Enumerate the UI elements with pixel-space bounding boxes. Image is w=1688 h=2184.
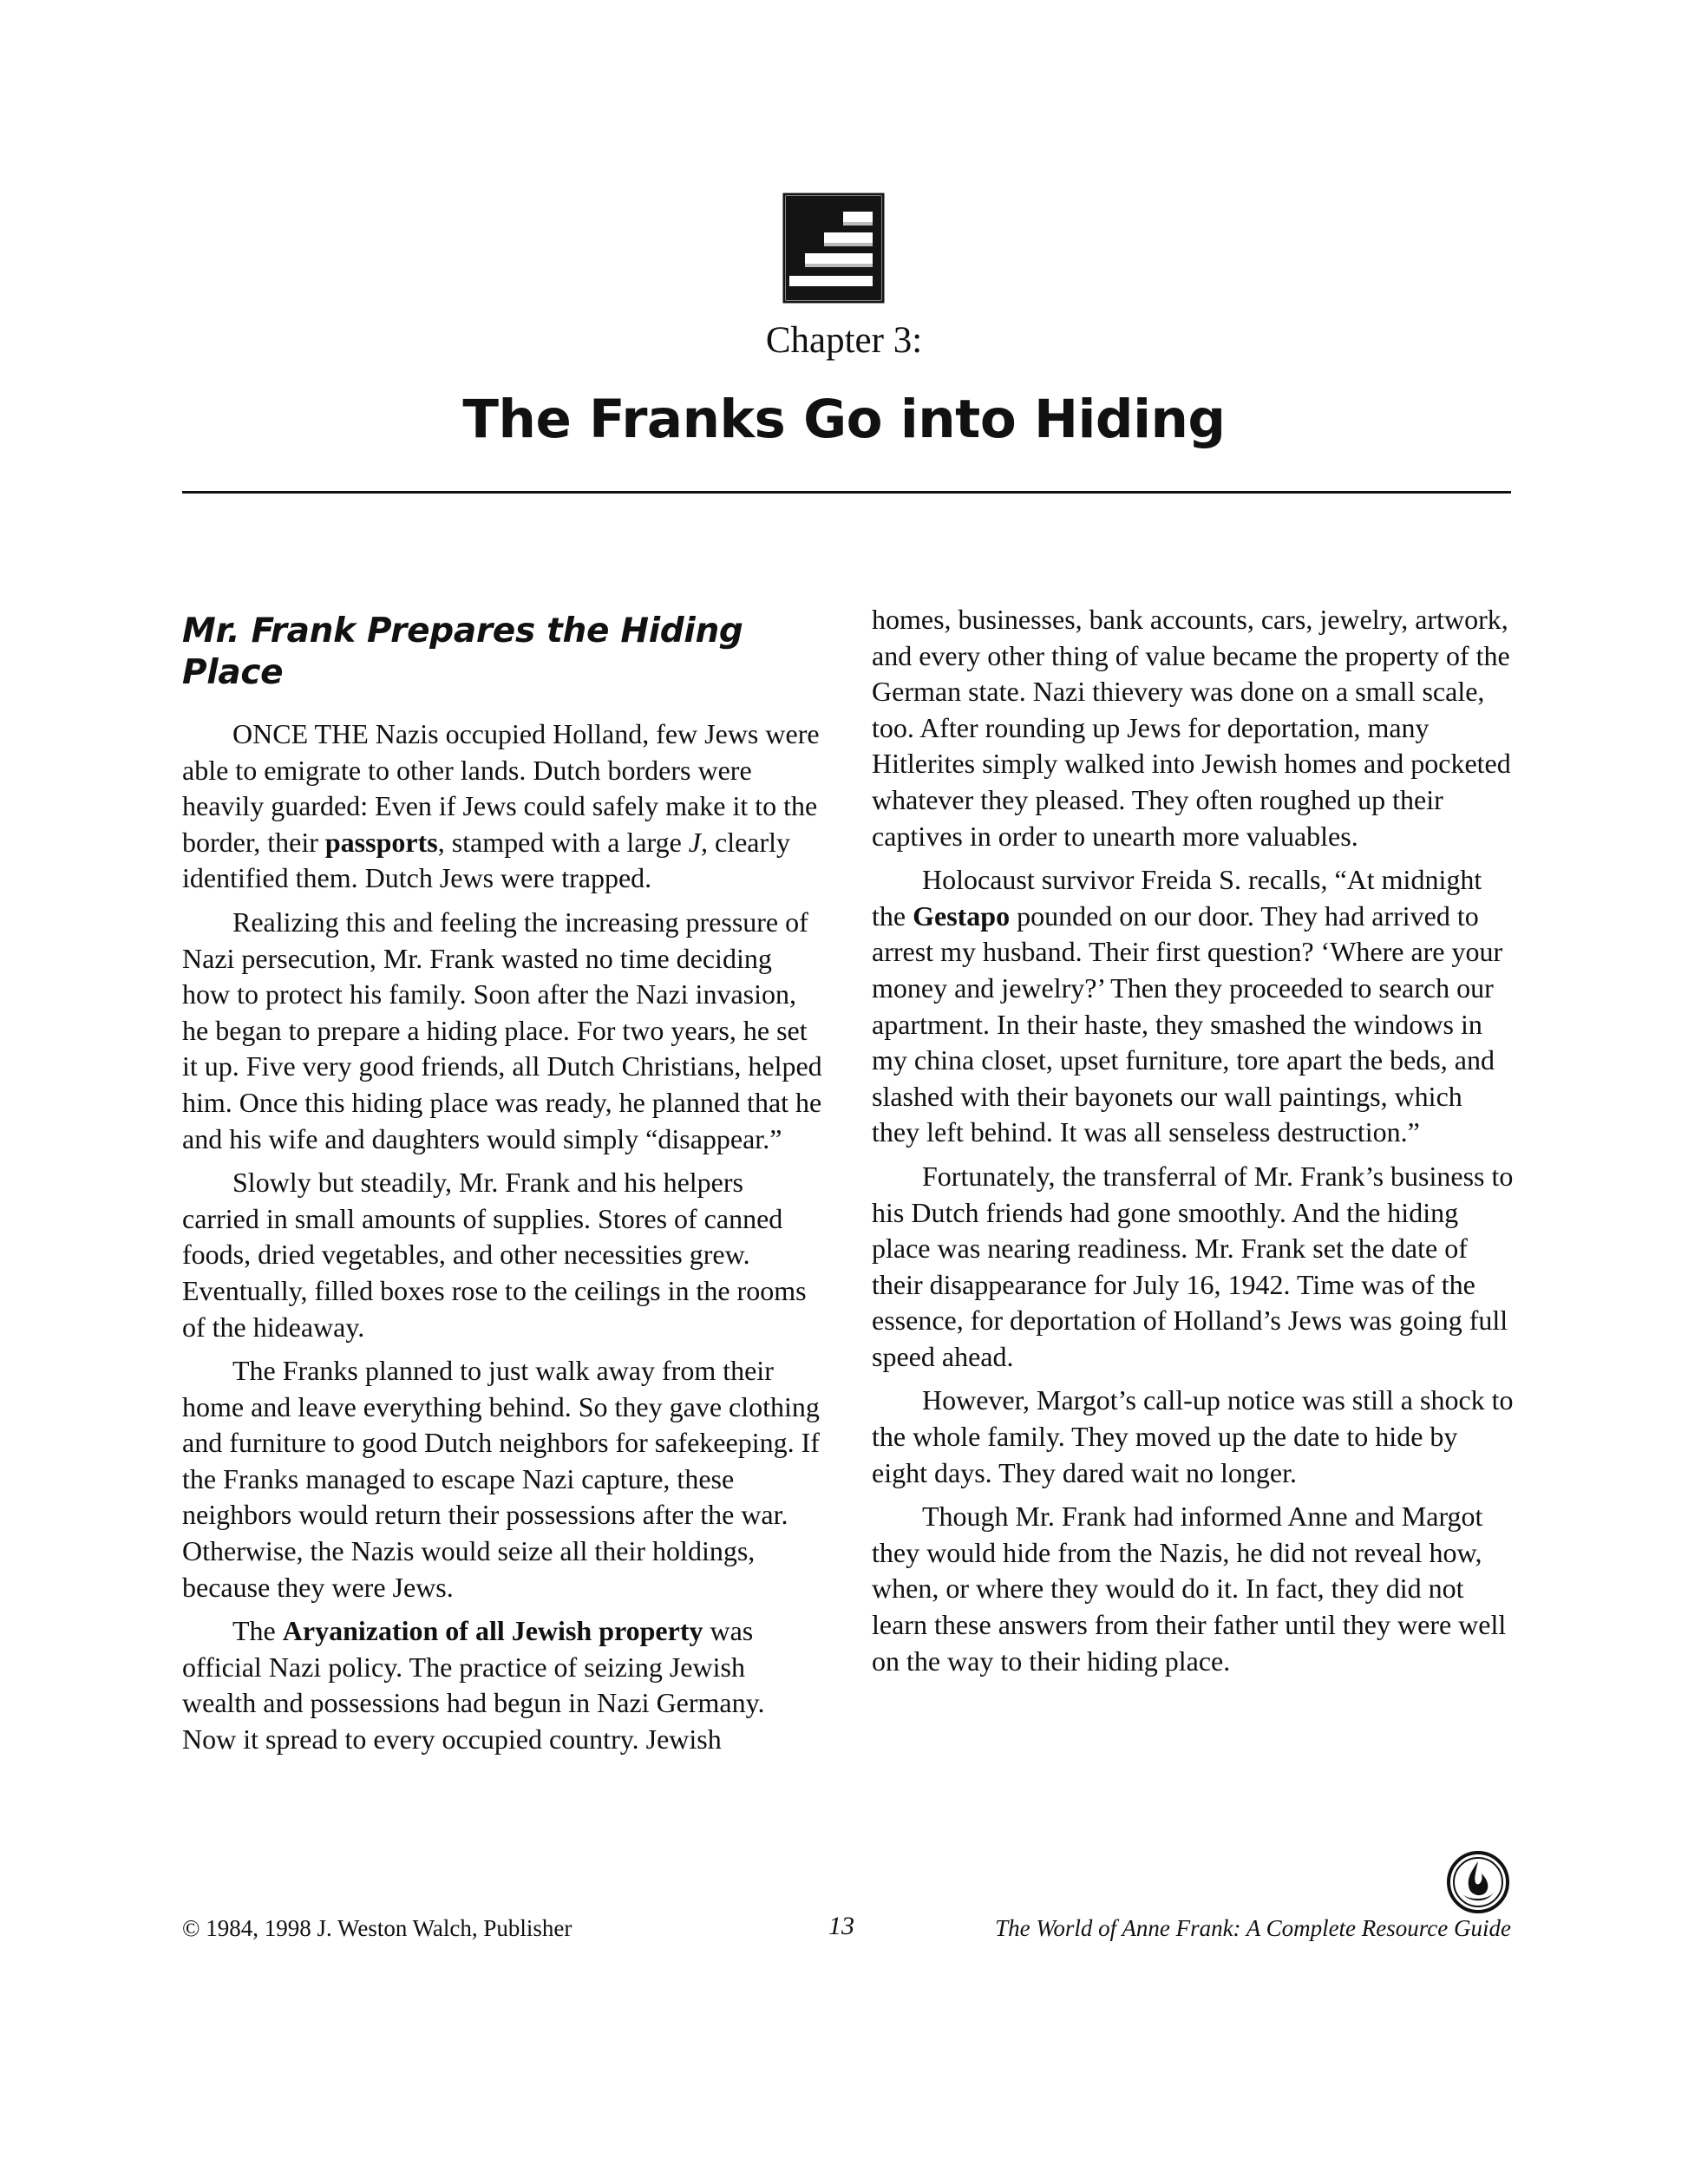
paragraph: However, Margot’s call-up notice was still a shock to the whole family. They moved up the date to hide by eight days. They dared wait no longer. <box>872 1384 1514 1488</box>
page-number: 13 <box>828 1912 854 1940</box>
paragraph: The Franks planned to just walk away from their home and leave everything behind. So they gave clothing and furniture to good Dutch neighbors for safekeeping. If the Franks managed to escape Nazi capture, these neighbors would return their possessions after the war. Otherwise, the Nazis would seize all their holdings, because they were Jews. <box>182 1355 820 1603</box>
paragraph: Though Mr. Frank had informed Anne and Margot they would hide from the Nazis, he did not reveal how, when, or where they would do it. In fact, they did not learn these answers from their father until they were well on the way to their hiding place. <box>872 1501 1507 1677</box>
left-column <box>182 602 824 1766</box>
section-heading: Mr. Frank Prepares the Hiding Place <box>182 611 743 692</box>
paragraph: homes, businesses, bank accounts, cars, jewelry, artwork, and every other thing of value became the property of the German state. Nazi thievery was done on a small scale, too. After rounding up Jews for deportation, many Hitlerites simply walked into Jewish homes and pocketed whatever they pleased. They often roughed up their captives in order to unearth more valuables. <box>872 604 1511 852</box>
chapter-label: Chapter 3: <box>765 320 923 361</box>
flame-logo-icon <box>1445 1849 1511 1915</box>
right-column <box>872 602 1514 1687</box>
stair-block-icon <box>782 193 885 304</box>
term-passports: passports <box>324 826 438 858</box>
paragraph: The Aryanization of all Jewish property was official Nazi policy. The practice of seizing Jewish wealth and possessions had begun in Nazi Germany. Now it spread to every occupied country. Jewish <box>182 1615 765 1756</box>
paragraph: Realizing this and feeling the increasing pressure of Nazi persecution, Mr. Frank wasted no time deciding how to protect his family. Soon after the Nazi invasion, he began to prepare a hiding place. For two years, he set it up. Five very good friends, all Dutch Christians, helped him. Once this hiding place was ready, he planned that he and his wife and daughters would simply “disappear.” <box>182 906 822 1154</box>
title-divider <box>182 491 1511 494</box>
paragraph: Fortunately, the transferral of Mr. Frank’s business to his Dutch friends had gone smoothly. And the hiding place was nearing readiness. Mr. Frank set the date of their disappearance for July 16, 1942. Time was of the essence, for deportation of Holland’s Jews was going full speed ahead. <box>872 1160 1514 1372</box>
paragraph: Holocaust survivor Freida S. recalls, “At midnight the Gestapo pounded on our door. They had arrived to arrest my husband. Their first question? ‘Where are your money and jewelry?’ Then they proceeded to search our apartment. In their haste, they smashed the windows in my china closet, upset furniture, tore apart the beds, and slashed with their bayonets our wall paintings, which they left behind. It was all senseless destruction.” <box>872 864 1503 1148</box>
chapter-title: The Franks Go into Hiding <box>462 389 1226 450</box>
footer-book-title: The World of Anne Frank: A Complete Resource Guide <box>995 1915 1511 1941</box>
footer-copyright: © 1984, 1998 J. Weston Walch, Publisher <box>182 1915 572 1941</box>
paragraph: ONCE THE Nazis occupied Holland, few Jews were able to emigrate to other lands. Dutch borders were heavily guarded: Even if Jews could safely make it to the border, their passports, stamped with a large J, clearly identified them. Dutch Jews were trapped. <box>182 718 820 894</box>
paragraph: Slowly but steadily, Mr. Frank and his helpers carried in small amounts of supplies. Stores of canned foods, dried vegetables, and other necessities grew. Eventually, filled boxes rose to the ceilings in the rooms of the hideaway. <box>182 1167 807 1343</box>
term-aryanization: Aryanization of all Jewish property <box>282 1615 703 1647</box>
term-gestapo: Gestapo <box>913 899 1011 932</box>
